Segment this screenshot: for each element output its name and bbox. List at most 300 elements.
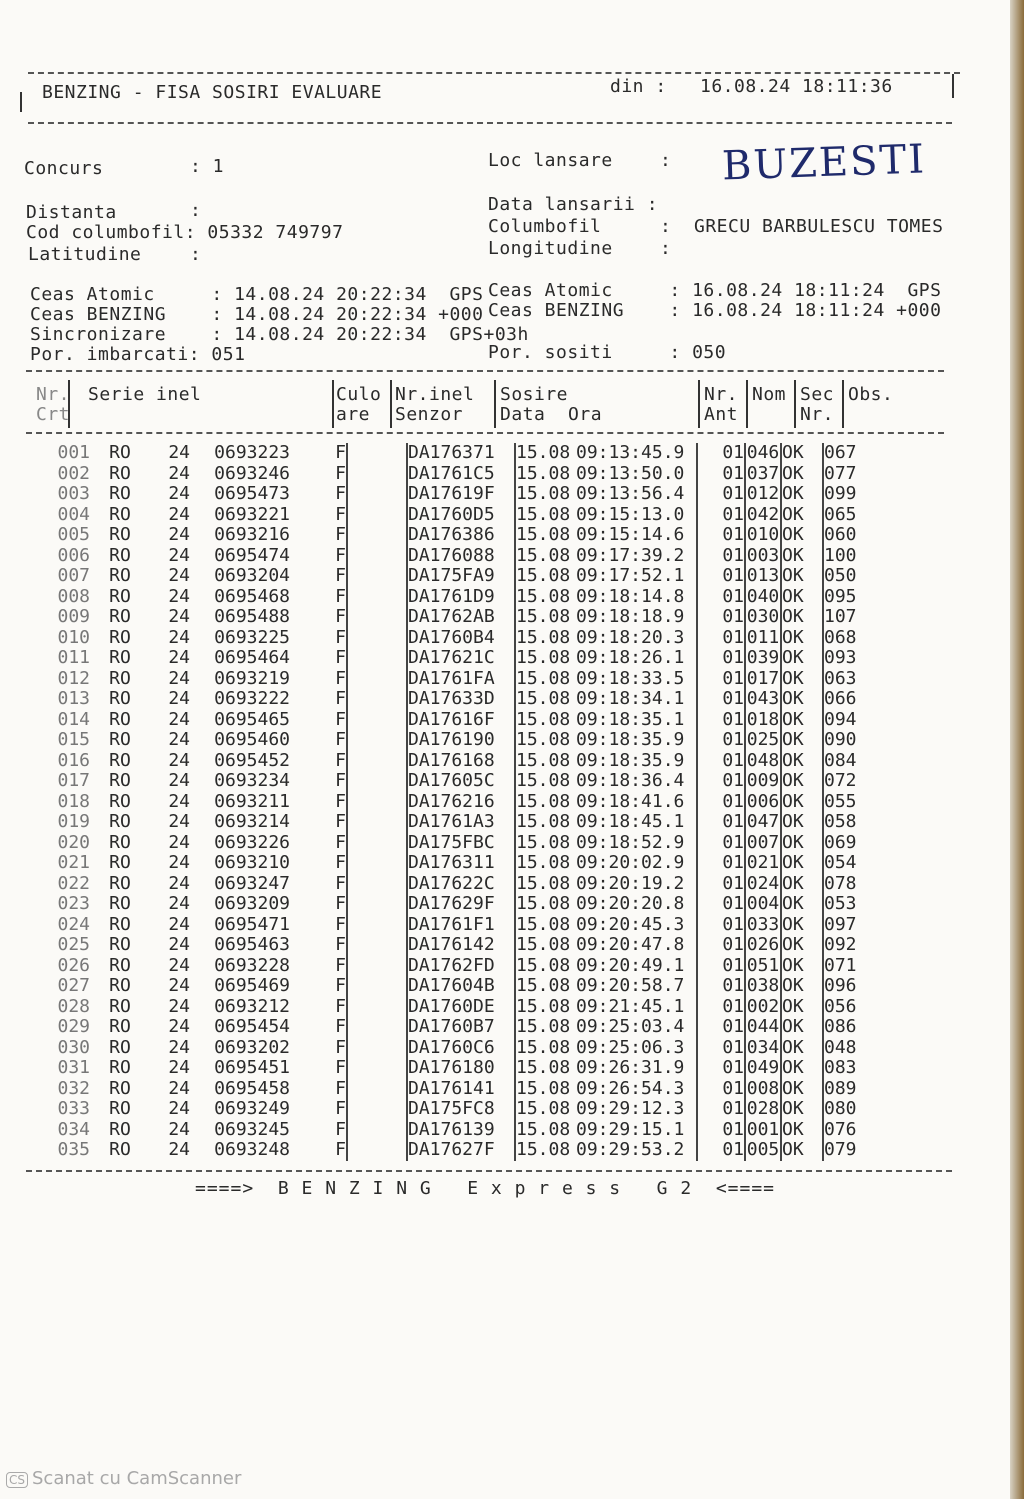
cell-sex: F	[335, 667, 346, 689]
table-row	[20, 1058, 884, 1079]
cell-ro: RO	[109, 544, 131, 566]
camscanner-icon: CS	[6, 1472, 28, 1488]
cell-nr: 009	[57, 606, 90, 627]
col-nom-header: Nom	[752, 384, 787, 405]
cell-sensor: DA176088	[407, 546, 515, 567]
cell-sensor: DA17616F	[407, 710, 515, 731]
loc-lansare-label: Loc lansare	[488, 150, 613, 171]
cell-date: 15.08	[515, 915, 576, 936]
cell-sensor: DA1760DE	[407, 997, 515, 1018]
cell-obs: 060	[823, 525, 884, 546]
table-row	[20, 1099, 884, 1120]
cell-nom: 013	[746, 565, 780, 586]
table-row	[20, 997, 884, 1018]
cell-sec: OK	[781, 484, 823, 505]
cell-nom: 046	[746, 442, 780, 463]
cell-date: 15.08	[515, 1058, 576, 1079]
cell-ant: 01	[697, 628, 745, 649]
cell-sensor: DA176168	[407, 751, 515, 772]
cell-sec: OK	[781, 464, 823, 485]
cell-ro: RO	[109, 462, 131, 484]
cell-ant: 01	[697, 648, 745, 669]
cell-sensor: DA176216	[407, 792, 515, 813]
cell-culoare	[347, 689, 407, 710]
cell-culoare	[347, 566, 407, 587]
cell-ring: 0693212	[214, 995, 290, 1017]
cell-ant: 01	[697, 935, 745, 956]
cell-sec: OK	[781, 874, 823, 895]
cell-sensor: DA17604B	[407, 976, 515, 997]
cell-obs: 086	[823, 1017, 884, 1038]
cell-date: 15.08	[515, 669, 576, 690]
divider	[20, 92, 22, 112]
cell-date: 15.08	[515, 976, 576, 997]
table-row	[20, 833, 884, 854]
cell-ant: 01	[697, 566, 745, 587]
cell-time: 09:20:58.7	[576, 975, 685, 996]
cell-nom: 018	[746, 708, 780, 730]
col-nr-header-2: Crt	[36, 404, 71, 425]
cell-ant: 01	[697, 956, 745, 977]
cell-ant: 01	[697, 546, 745, 567]
cell-ro: RO	[109, 503, 131, 525]
cell-nr: 013	[57, 688, 90, 709]
cell-sex: F	[335, 749, 346, 771]
cell-sex: F	[335, 647, 346, 668]
cell-culoare	[347, 730, 407, 751]
col-sec-header: Sec	[800, 384, 835, 405]
cell-ring: 0695452	[214, 749, 290, 771]
cell-sex: F	[335, 544, 346, 566]
cell-ant: 01	[697, 587, 745, 608]
cell-sex: F	[335, 565, 346, 586]
cell-yr: 24	[168, 1057, 190, 1078]
cell-sensor: DA175FC8	[407, 1099, 515, 1120]
cell-nr: 028	[57, 995, 90, 1017]
cell-obs: 083	[823, 1058, 884, 1079]
cell-date: 15.08	[515, 710, 576, 731]
table-row	[20, 771, 884, 792]
cell-ring: 0695465	[214, 708, 290, 730]
cell-time: 09:21:45.1	[576, 995, 685, 1017]
cell-nom: 047	[746, 811, 780, 832]
table-row	[20, 1140, 884, 1161]
cell-culoare	[347, 1058, 407, 1079]
col-sosire-header: Sosire	[500, 384, 569, 405]
cell-yr: 24	[168, 524, 190, 545]
cell-nr: 006	[57, 544, 90, 566]
cell-culoare	[347, 1079, 407, 1100]
cell-nr: 032	[57, 1077, 90, 1099]
cell-date: 15.08	[515, 689, 576, 710]
col-obs-header: Obs.	[848, 384, 894, 405]
cell-ant: 01	[697, 997, 745, 1018]
cell-ro: RO	[109, 626, 131, 648]
cell-ro: RO	[109, 606, 131, 627]
cell-ring: 0693246	[214, 462, 290, 484]
divider	[952, 74, 954, 98]
cell-obs: 095	[823, 587, 884, 608]
cell-sex: F	[335, 934, 346, 955]
cell-sec: OK	[781, 505, 823, 526]
cell-sec: OK	[781, 751, 823, 772]
cell-sec: OK	[781, 1079, 823, 1100]
cell-ring: 0693219	[214, 667, 290, 689]
table-row	[20, 812, 884, 833]
cell-obs: 078	[823, 874, 884, 895]
cell-sex: F	[335, 852, 346, 873]
col-culoare-header-2: are	[336, 404, 371, 425]
cell-date: 15.08	[515, 648, 576, 669]
cell-nr: 011	[57, 647, 90, 668]
table-row	[20, 935, 884, 956]
cell-time: 09:25:06.3	[576, 1036, 685, 1058]
cell-date: 15.08	[515, 935, 576, 956]
cell-obs: 072	[823, 771, 884, 792]
cell-date: 15.08	[515, 546, 576, 567]
cell-nr: 012	[57, 667, 90, 689]
cell-yr: 24	[168, 913, 190, 935]
cell-sex: F	[335, 585, 346, 607]
cell-date: 15.08	[515, 1038, 576, 1059]
cell-sec: OK	[781, 1099, 823, 1120]
cell-nr: 014	[57, 708, 90, 730]
table-row	[20, 915, 884, 936]
cell-nr: 004	[57, 503, 90, 525]
cell-obs: 048	[823, 1038, 884, 1059]
cell-nr: 008	[57, 585, 90, 607]
cell-obs: 076	[823, 1120, 884, 1141]
cell-nr: 020	[57, 831, 90, 853]
report-title: BENZING - FISA SOSIRI EVALUARE	[42, 82, 383, 103]
cell-nom: 028	[746, 1098, 780, 1119]
cell-sensor: DA17619F	[407, 484, 515, 505]
divider	[28, 72, 960, 74]
cell-nom: 037	[746, 462, 780, 484]
cell-time: 09:13:50.0	[576, 462, 685, 484]
cell-obs: 068	[823, 628, 884, 649]
cell-ring: 0693216	[214, 524, 290, 545]
col-nr-header: Nr.	[36, 384, 71, 405]
date-label: din :	[610, 76, 667, 97]
cell-sec: OK	[781, 546, 823, 567]
cell-date: 15.08	[515, 587, 576, 608]
cell-yr: 24	[168, 708, 190, 730]
cell-nr: 010	[57, 626, 90, 648]
cell-nr: 031	[57, 1057, 90, 1078]
cell-sensor: DA1760D5	[407, 505, 515, 526]
data-lansarii-label: Data lansarii :	[488, 194, 659, 215]
cell-ring: 0695451	[214, 1057, 290, 1078]
cell-sensor: DA1761A3	[407, 812, 515, 833]
cell-yr: 24	[168, 626, 190, 648]
cell-sec: OK	[781, 1058, 823, 1079]
cell-ro: RO	[109, 667, 131, 689]
cell-sec: OK	[781, 771, 823, 792]
cell-sensor: DA17621C	[407, 648, 515, 669]
cell-ro: RO	[109, 811, 131, 832]
cell-sex: F	[335, 790, 346, 812]
cell-sensor: DA1762FD	[407, 956, 515, 977]
cell-date: 15.08	[515, 505, 576, 526]
table-row	[20, 853, 884, 874]
cell-sec: OK	[781, 525, 823, 546]
cell-sex: F	[335, 1036, 346, 1058]
cell-ant: 01	[697, 443, 745, 464]
cell-time: 09:18:41.6	[576, 790, 685, 812]
cell-sensor: DA176180	[407, 1058, 515, 1079]
cell-ring: 0693248	[214, 1139, 290, 1160]
divider	[28, 122, 952, 124]
cell-nr: 001	[57, 442, 90, 463]
cell-sensor: DA176371	[407, 443, 515, 464]
cell-culoare	[347, 669, 407, 690]
cell-date: 15.08	[515, 1079, 576, 1100]
cell-culoare	[347, 1120, 407, 1141]
cell-yr: 24	[168, 1139, 190, 1160]
table-row	[20, 464, 884, 485]
cell-nr: 003	[57, 483, 90, 504]
cell-ant: 01	[697, 751, 745, 772]
cell-nom: 006	[746, 790, 780, 812]
cell-ro: RO	[109, 1016, 131, 1037]
cell-date: 15.08	[515, 607, 576, 628]
cell-ant: 01	[697, 669, 745, 690]
cell-time: 09:18:20.3	[576, 626, 685, 648]
cell-time: 09:13:45.9	[576, 442, 685, 463]
cell-sec: OK	[781, 1038, 823, 1059]
cell-sensor: DA17629F	[407, 894, 515, 915]
cell-ring: 0693209	[214, 893, 290, 914]
cell-time: 09:18:35.9	[576, 749, 685, 771]
cell-time: 09:18:26.1	[576, 647, 685, 668]
cell-sex: F	[335, 1016, 346, 1037]
columbofil-label: Columbofil	[488, 216, 602, 237]
table-row	[20, 443, 884, 464]
cell-sensor: DA17627F	[407, 1140, 515, 1161]
loc-lansare-colon: :	[660, 150, 672, 171]
table-row	[20, 648, 884, 669]
table-row	[20, 894, 884, 915]
cell-ring: 0693211	[214, 790, 290, 812]
cell-sex: F	[335, 1098, 346, 1119]
cell-time: 09:18:33.5	[576, 667, 685, 689]
table-row	[20, 1120, 884, 1141]
cell-culoare	[347, 771, 407, 792]
cell-sec: OK	[781, 730, 823, 751]
cell-sec: OK	[781, 1120, 823, 1141]
cell-obs: 077	[823, 464, 884, 485]
cell-ring: 0693214	[214, 811, 290, 832]
cell-sec: OK	[781, 997, 823, 1018]
cell-nom: 051	[746, 954, 780, 976]
cell-culoare	[347, 464, 407, 485]
arrivals-table	[20, 443, 884, 1161]
cell-ant: 01	[697, 1079, 745, 1100]
cell-ant: 01	[697, 771, 745, 792]
cell-nom: 007	[746, 831, 780, 853]
cell-yr: 24	[168, 503, 190, 525]
cell-date: 15.08	[515, 1099, 576, 1120]
cell-ant: 01	[697, 1099, 745, 1120]
cell-time: 09:20:47.8	[576, 934, 685, 955]
cell-sensor: DA176311	[407, 853, 515, 874]
cell-sec: OK	[781, 976, 823, 997]
scan-edge	[1010, 0, 1024, 1499]
cell-sec: OK	[781, 648, 823, 669]
columbofil-value: : GRECU BARBULESCU TOMES	[660, 216, 944, 237]
cell-date: 15.08	[515, 566, 576, 587]
cell-nom: 004	[746, 893, 780, 914]
cell-yr: 24	[168, 606, 190, 627]
table-row	[20, 874, 884, 895]
cell-culoare	[347, 628, 407, 649]
table-row	[20, 689, 884, 710]
cell-ring: 0693223	[214, 442, 290, 463]
cell-ro: RO	[109, 872, 131, 894]
ceas-benzing-end: Ceas BENZING : 16.08.24 18:11:24 +000	[488, 300, 942, 321]
cell-culoare	[347, 710, 407, 731]
cell-ring: 0693210	[214, 852, 290, 873]
cell-date: 15.08	[515, 628, 576, 649]
cell-yr: 24	[168, 729, 190, 750]
cell-sec: OK	[781, 607, 823, 628]
table-row	[20, 1038, 884, 1059]
cell-ring: 0695469	[214, 975, 290, 996]
cell-ring: 0693204	[214, 565, 290, 586]
cell-nom: 033	[746, 913, 780, 935]
cell-ant: 01	[697, 710, 745, 731]
divider	[494, 380, 496, 428]
cell-ring: 0695454	[214, 1016, 290, 1037]
cell-date: 15.08	[515, 464, 576, 485]
table-row	[20, 956, 884, 977]
cell-ro: RO	[109, 934, 131, 955]
cell-time: 09:20:49.1	[576, 954, 685, 976]
cell-ro: RO	[109, 893, 131, 914]
cell-sensor: DA17622C	[407, 874, 515, 895]
cell-yr: 24	[168, 483, 190, 504]
cell-nom: 030	[746, 606, 780, 627]
cell-time: 09:18:36.4	[576, 770, 685, 791]
cell-sex: F	[335, 954, 346, 976]
cell-sensor: DA17605C	[407, 771, 515, 792]
cell-nom: 025	[746, 729, 780, 750]
cell-sensor: DA1761C5	[407, 464, 515, 485]
cell-obs: 065	[823, 505, 884, 526]
cell-obs: 079	[823, 1140, 884, 1161]
cell-time: 09:17:52.1	[576, 565, 685, 586]
cell-nr: 033	[57, 1098, 90, 1119]
cell-yr: 24	[168, 667, 190, 689]
cell-ring: 0693221	[214, 503, 290, 525]
cell-ro: RO	[109, 729, 131, 750]
cell-sex: F	[335, 483, 346, 504]
ceas-atomic-end: Ceas Atomic : 16.08.24 18:11:24 GPS	[488, 280, 942, 301]
table-row	[20, 484, 884, 505]
cell-sec: OK	[781, 587, 823, 608]
cell-ring: 0695464	[214, 647, 290, 668]
cell-ring: 0695488	[214, 606, 290, 627]
cell-yr: 24	[168, 688, 190, 709]
cell-yr: 24	[168, 1118, 190, 1140]
cell-culoare	[347, 833, 407, 854]
ceas-atomic-start: Ceas Atomic : 14.08.24 20:22:34 GPS	[30, 284, 484, 305]
cell-time: 09:18:45.1	[576, 811, 685, 832]
cell-date: 15.08	[515, 956, 576, 977]
cell-sec: OK	[781, 956, 823, 977]
cell-ant: 01	[697, 976, 745, 997]
ceas-benzing-start: Ceas BENZING : 14.08.24 20:22:34 +000	[30, 304, 484, 325]
cell-sex: F	[335, 1139, 346, 1160]
cell-nom: 021	[746, 852, 780, 873]
cell-sex: F	[335, 729, 346, 750]
cell-time: 09:25:03.4	[576, 1016, 685, 1037]
cell-date: 15.08	[515, 833, 576, 854]
cell-ro: RO	[109, 831, 131, 853]
cell-sec: OK	[781, 443, 823, 464]
cell-sensor: DA1760C6	[407, 1038, 515, 1059]
cell-sec: OK	[781, 894, 823, 915]
cell-sensor: DA1760B7	[407, 1017, 515, 1038]
cell-sensor: DA1761FA	[407, 669, 515, 690]
cell-sec: OK	[781, 628, 823, 649]
cell-yr: 24	[168, 872, 190, 894]
cell-ring: 0693202	[214, 1036, 290, 1058]
cell-date: 15.08	[515, 812, 576, 833]
table-row	[20, 976, 884, 997]
cell-yr: 24	[168, 893, 190, 914]
cell-sensor: DA176139	[407, 1120, 515, 1141]
cell-date: 15.08	[515, 771, 576, 792]
cell-time: 09:17:39.2	[576, 544, 685, 566]
cell-nr: 034	[57, 1118, 90, 1140]
table-row	[20, 730, 884, 751]
cell-nom: 049	[746, 1057, 780, 1078]
cell-culoare	[347, 1140, 407, 1161]
cell-nr: 035	[57, 1139, 90, 1160]
cell-ro: RO	[109, 1057, 131, 1078]
divider	[842, 380, 844, 428]
cell-nom: 042	[746, 503, 780, 525]
cell-ant: 01	[697, 853, 745, 874]
cell-ro: RO	[109, 975, 131, 996]
cell-sex: F	[335, 1057, 346, 1078]
cell-ro: RO	[109, 585, 131, 607]
cell-ant: 01	[697, 792, 745, 813]
cell-ant: 01	[697, 1058, 745, 1079]
cell-time: 09:13:56.4	[576, 483, 685, 504]
cell-yr: 24	[168, 831, 190, 853]
cell-nr: 030	[57, 1036, 90, 1058]
cell-sec: OK	[781, 710, 823, 731]
divider	[390, 380, 392, 428]
cell-yr: 24	[168, 995, 190, 1017]
table-row	[20, 607, 884, 628]
cell-culoare	[347, 1038, 407, 1059]
cell-sex: F	[335, 462, 346, 484]
cell-ring: 0695473	[214, 483, 290, 504]
table-row	[20, 1079, 884, 1100]
camscanner-text: Scanat cu CamScanner	[32, 1468, 242, 1489]
cell-sex: F	[335, 872, 346, 894]
cell-time: 09:18:35.1	[576, 708, 685, 730]
cell-ant: 01	[697, 1120, 745, 1141]
cell-time: 09:18:52.9	[576, 831, 685, 853]
cell-date: 15.08	[515, 853, 576, 874]
cell-sensor: DA175FBC	[407, 833, 515, 854]
cell-ring: 0693234	[214, 770, 290, 791]
